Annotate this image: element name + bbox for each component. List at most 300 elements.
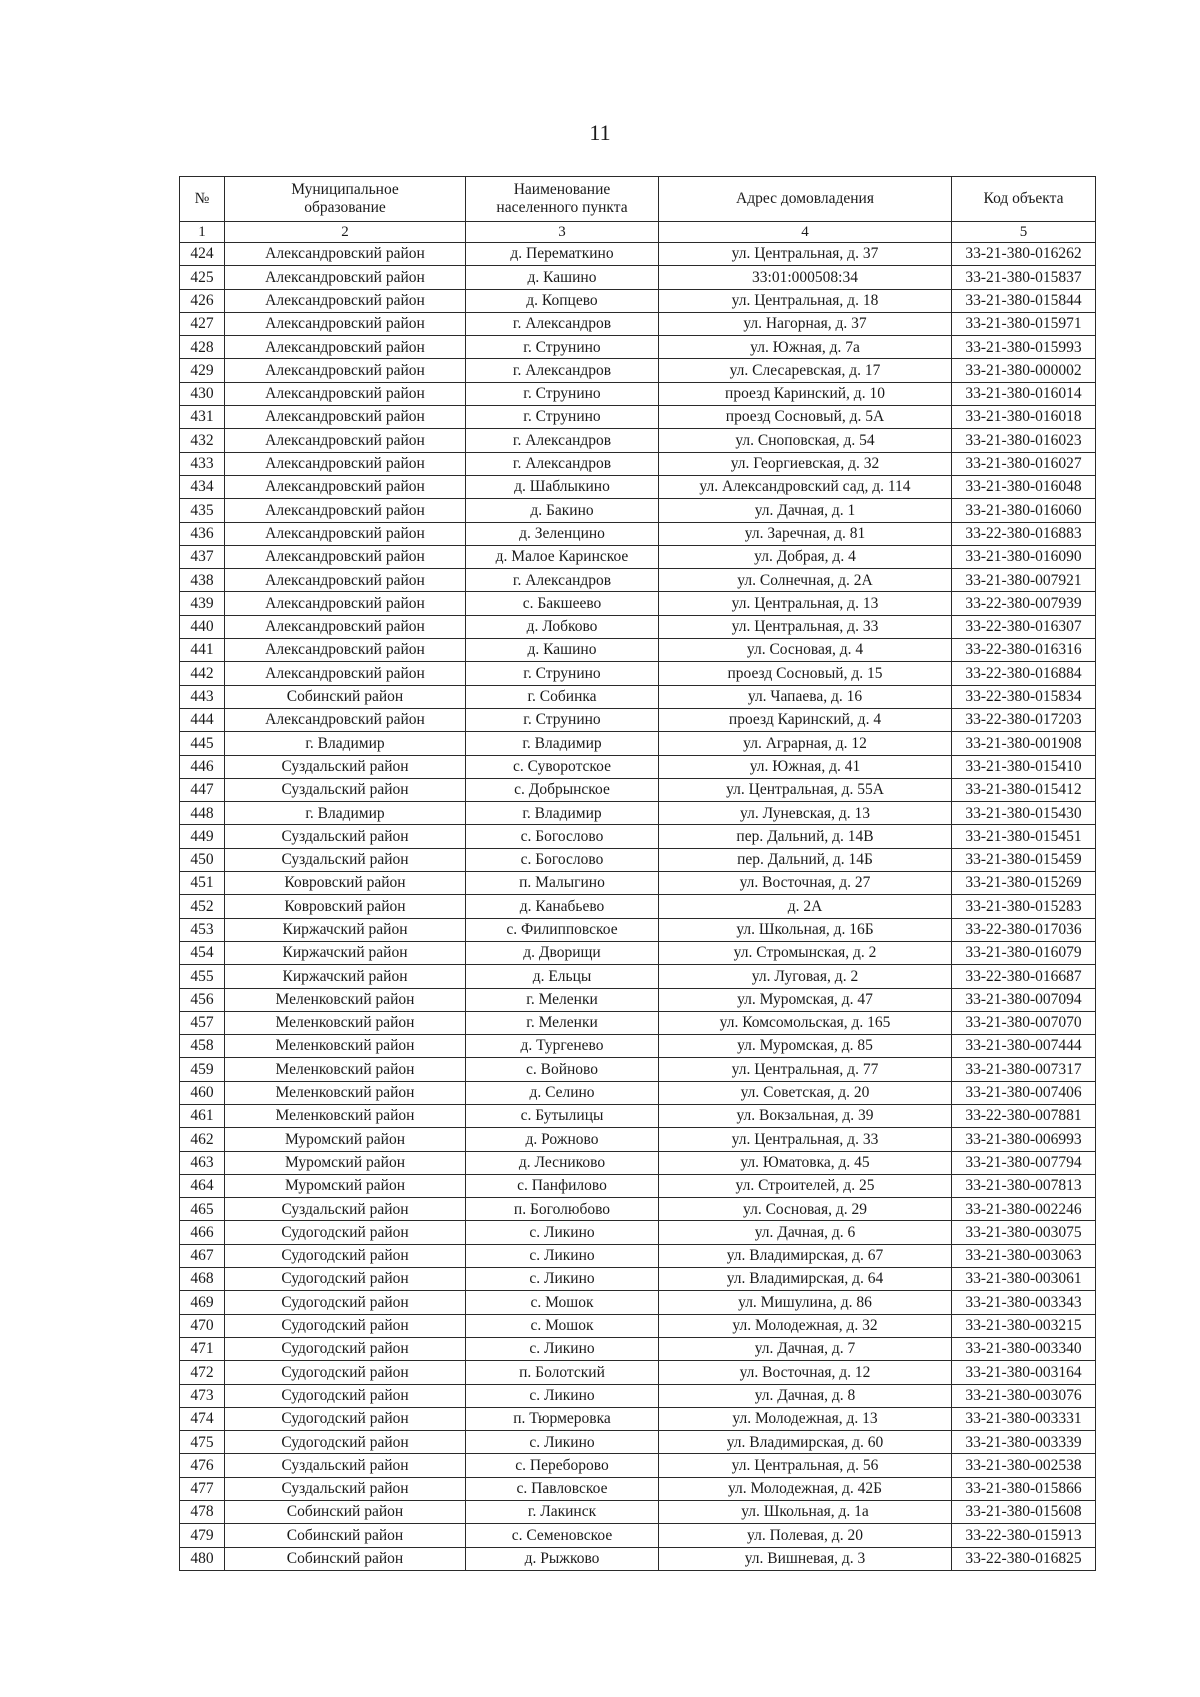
table-row — [180, 1244, 1096, 1267]
object-code-cell: 33-21-380-003331 — [952, 1407, 1096, 1430]
municipality-cell: г. Владимир — [225, 802, 466, 825]
column-number-3: 3 — [466, 222, 659, 243]
row-number: 429 — [180, 359, 225, 382]
address-cell: ул. Юматовка, д. 45 — [659, 1151, 952, 1174]
municipality-cell: Судогодский район — [225, 1291, 466, 1314]
address-cell: проезд Каринский, д. 4 — [659, 708, 952, 731]
settlement-cell: д. Шаблыкино — [466, 475, 659, 498]
address-cell: ул. Дачная, д. 1 — [659, 499, 952, 522]
object-code-cell: 33-21-380-015410 — [952, 755, 1096, 778]
table-row — [180, 965, 1096, 988]
table-row — [180, 429, 1096, 452]
municipality-cell: Александровский район — [225, 406, 466, 429]
row-number: 425 — [180, 266, 225, 289]
object-code-cell: 33-21-380-003076 — [952, 1384, 1096, 1407]
table-row — [180, 755, 1096, 778]
object-code-cell: 33-21-380-016018 — [952, 406, 1096, 429]
municipality-cell: Ковровский район — [225, 872, 466, 895]
row-number: 424 — [180, 243, 225, 266]
table-row — [180, 802, 1096, 825]
municipality-cell: Александровский район — [225, 452, 466, 475]
address-cell: ул. Александровский сад, д. 114 — [659, 475, 952, 498]
settlement-cell: п. Боголюбово — [466, 1198, 659, 1221]
settlement-cell: д. Тургенево — [466, 1035, 659, 1058]
municipality-cell: Суздальский район — [225, 778, 466, 801]
municipality-cell: Александровский район — [225, 522, 466, 545]
address-cell: ул. Вокзальная, д. 39 — [659, 1104, 952, 1127]
address-cell: ул. Дачная, д. 8 — [659, 1384, 952, 1407]
municipality-cell: Александровский район — [225, 382, 466, 405]
table-row — [180, 312, 1096, 335]
object-code-cell: 33-21-380-007317 — [952, 1058, 1096, 1081]
table-row — [180, 662, 1096, 685]
municipality-cell: Собинский район — [225, 685, 466, 708]
row-number: 434 — [180, 475, 225, 498]
table-row — [180, 592, 1096, 615]
address-cell: ул. Дачная, д. 7 — [659, 1337, 952, 1360]
settlement-cell: с. Филипповское — [466, 918, 659, 941]
row-number: 442 — [180, 662, 225, 685]
object-code-cell: 33-21-380-015451 — [952, 825, 1096, 848]
address-cell: ул. Строителей, д. 25 — [659, 1174, 952, 1197]
row-number: 458 — [180, 1035, 225, 1058]
row-number: 446 — [180, 755, 225, 778]
row-number: 444 — [180, 708, 225, 731]
settlement-cell: с. Переборово — [466, 1454, 659, 1477]
settlement-cell: д. Перематкино — [466, 243, 659, 266]
settlement-cell: д. Лесниково — [466, 1151, 659, 1174]
settlement-cell: п. Тюрмеровка — [466, 1407, 659, 1430]
municipality-cell: Александровский район — [225, 545, 466, 568]
table-row — [180, 1058, 1096, 1081]
settlement-cell: д. Лобково — [466, 615, 659, 638]
table-row — [180, 1524, 1096, 1547]
column-number-5: 5 — [952, 222, 1096, 243]
settlement-cell: г. Александров — [466, 452, 659, 475]
municipality-cell: Судогодский район — [225, 1407, 466, 1430]
row-number: 477 — [180, 1477, 225, 1500]
settlement-cell: д. Ельцы — [466, 965, 659, 988]
municipality-cell: Меленковский район — [225, 1081, 466, 1104]
row-number: 479 — [180, 1524, 225, 1547]
address-cell: ул. Центральная, д. 56 — [659, 1454, 952, 1477]
object-code-cell: 33-22-380-016687 — [952, 965, 1096, 988]
row-number: 461 — [180, 1104, 225, 1127]
settlement-cell: с. Суворотское — [466, 755, 659, 778]
object-code-cell: 33-21-380-003063 — [952, 1244, 1096, 1267]
address-cell: ул. Центральная, д. 33 — [659, 615, 952, 638]
address-cell: ул. Сноповская, д. 54 — [659, 429, 952, 452]
object-code-cell: 33-21-380-015283 — [952, 895, 1096, 918]
municipality-cell: Александровский район — [225, 639, 466, 662]
settlement-cell: с. Ликино — [466, 1337, 659, 1360]
object-code-cell: 33-21-380-015608 — [952, 1501, 1096, 1524]
table-row — [180, 522, 1096, 545]
object-code-cell: 33-22-380-017203 — [952, 708, 1096, 731]
municipality-cell: Суздальский район — [225, 848, 466, 871]
settlement-cell: с. Ликино — [466, 1431, 659, 1454]
object-code-cell: 33-21-380-016014 — [952, 382, 1096, 405]
object-code-cell: 33-21-380-015412 — [952, 778, 1096, 801]
object-code-cell: 33-21-380-003343 — [952, 1291, 1096, 1314]
table-row — [180, 639, 1096, 662]
object-code-cell: 33-22-380-007881 — [952, 1104, 1096, 1127]
address-cell: ул. Центральная, д. 55А — [659, 778, 952, 801]
address-cell: д. 2А — [659, 895, 952, 918]
municipality-cell: Александровский район — [225, 429, 466, 452]
row-number: 437 — [180, 545, 225, 568]
address-cell: ул. Сосновая, д. 4 — [659, 639, 952, 662]
settlement-cell: г. Меленки — [466, 1011, 659, 1034]
address-cell: ул. Нагорная, д. 37 — [659, 312, 952, 335]
table-row — [180, 1128, 1096, 1151]
settlement-cell: д. Бакино — [466, 499, 659, 522]
row-number: 469 — [180, 1291, 225, 1314]
table-row — [180, 988, 1096, 1011]
municipality-cell: Суздальский район — [225, 1477, 466, 1500]
table-row — [180, 1454, 1096, 1477]
object-code-cell: 33-21-380-007094 — [952, 988, 1096, 1011]
object-code-cell: 33-21-380-002246 — [952, 1198, 1096, 1221]
municipality-cell: Судогодский район — [225, 1361, 466, 1384]
settlement-cell: д. Кашино — [466, 639, 659, 662]
table-row — [180, 708, 1096, 731]
municipality-cell: Меленковский район — [225, 1011, 466, 1034]
row-number: 463 — [180, 1151, 225, 1174]
object-code-cell: 33-22-380-017036 — [952, 918, 1096, 941]
settlement-cell: с. Ликино — [466, 1268, 659, 1291]
municipality-cell: Меленковский район — [225, 988, 466, 1011]
page-number: 11 — [589, 120, 611, 145]
municipality-cell: Александровский район — [225, 662, 466, 685]
row-number: 436 — [180, 522, 225, 545]
row-number: 471 — [180, 1337, 225, 1360]
settlement-cell: с. Богослово — [466, 848, 659, 871]
table-row — [180, 1384, 1096, 1407]
header-address: Адрес домовладения — [659, 177, 952, 222]
table-row — [180, 336, 1096, 359]
object-code-cell: 33-21-380-001908 — [952, 732, 1096, 755]
row-number: 432 — [180, 429, 225, 452]
row-number: 474 — [180, 1407, 225, 1430]
object-code-cell: 33-21-380-015971 — [952, 312, 1096, 335]
settlement-cell: д. Рыжково — [466, 1547, 659, 1570]
object-code-cell: 33-21-380-003215 — [952, 1314, 1096, 1337]
settlement-cell: с. Павловское — [466, 1477, 659, 1500]
object-code-cell: 33-22-380-015834 — [952, 685, 1096, 708]
row-number: 433 — [180, 452, 225, 475]
table-row — [180, 685, 1096, 708]
row-number: 435 — [180, 499, 225, 522]
object-code-cell: 33-21-380-016090 — [952, 545, 1096, 568]
table-row — [180, 1407, 1096, 1430]
settlement-cell: с. Бутылицы — [466, 1104, 659, 1127]
address-cell: ул. Молодежная, д. 42Б — [659, 1477, 952, 1500]
settlement-cell: д. Канабьево — [466, 895, 659, 918]
row-number: 476 — [180, 1454, 225, 1477]
address-cell: ул. Дачная, д. 6 — [659, 1221, 952, 1244]
row-number: 430 — [180, 382, 225, 405]
address-cell: 33:01:000508:34 — [659, 266, 952, 289]
municipality-cell: Александровский район — [225, 266, 466, 289]
address-cell: ул. Заречная, д. 81 — [659, 522, 952, 545]
address-cell: ул. Молодежная, д. 32 — [659, 1314, 952, 1337]
object-code-cell: 33-21-380-007794 — [952, 1151, 1096, 1174]
municipality-cell: Ковровский район — [225, 895, 466, 918]
row-number: 439 — [180, 592, 225, 615]
table-row — [180, 1547, 1096, 1570]
municipality-cell: Александровский район — [225, 312, 466, 335]
address-cell: ул. Слесаревская, д. 17 — [659, 359, 952, 382]
row-number: 453 — [180, 918, 225, 941]
row-number: 445 — [180, 732, 225, 755]
municipality-cell: Киржачский район — [225, 965, 466, 988]
municipality-cell: Собинский район — [225, 1501, 466, 1524]
row-number: 478 — [180, 1501, 225, 1524]
municipality-cell: Александровский район — [225, 359, 466, 382]
table-row — [180, 1035, 1096, 1058]
row-number: 456 — [180, 988, 225, 1011]
settlement-cell: г. Александров — [466, 312, 659, 335]
settlement-cell: с. Ликино — [466, 1244, 659, 1267]
table-row — [180, 1151, 1096, 1174]
row-number: 427 — [180, 312, 225, 335]
settlement-cell: п. Болотский — [466, 1361, 659, 1384]
address-cell: проезд Каринский, д. 10 — [659, 382, 952, 405]
column-number-4: 4 — [659, 222, 952, 243]
address-cell: ул. Муромская, д. 85 — [659, 1035, 952, 1058]
table-row — [180, 895, 1096, 918]
address-cell: ул. Восточная, д. 27 — [659, 872, 952, 895]
row-number: 459 — [180, 1058, 225, 1081]
settlement-cell: с. Бакшеево — [466, 592, 659, 615]
table-row — [180, 382, 1096, 405]
address-cell: ул. Луневская, д. 13 — [659, 802, 952, 825]
row-number: 440 — [180, 615, 225, 638]
municipality-cell: Александровский район — [225, 708, 466, 731]
municipality-cell: Меленковский район — [225, 1058, 466, 1081]
row-number: 441 — [180, 639, 225, 662]
address-cell: ул. Молодежная, д. 13 — [659, 1407, 952, 1430]
address-cell: ул. Георгиевская, д. 32 — [659, 452, 952, 475]
settlement-cell: г. Струнино — [466, 662, 659, 685]
table-row — [180, 1104, 1096, 1127]
municipality-cell: Судогодский район — [225, 1314, 466, 1337]
table-row — [180, 1314, 1096, 1337]
address-cell: ул. Чапаева, д. 16 — [659, 685, 952, 708]
object-code-cell: 33-21-380-016079 — [952, 941, 1096, 964]
address-cell: ул. Центральная, д. 18 — [659, 289, 952, 312]
settlement-cell: г. Александров — [466, 359, 659, 382]
settlement-cell: д. Селино — [466, 1081, 659, 1104]
table-row — [180, 475, 1096, 498]
municipality-cell: Судогодский район — [225, 1337, 466, 1360]
settlement-cell: д. Малое Каринское — [466, 545, 659, 568]
object-code-cell: 33-21-380-015269 — [952, 872, 1096, 895]
settlement-cell: г. Струнино — [466, 406, 659, 429]
row-number: 455 — [180, 965, 225, 988]
object-code-cell: 33-21-380-006993 — [952, 1128, 1096, 1151]
row-number: 431 — [180, 406, 225, 429]
row-number: 475 — [180, 1431, 225, 1454]
municipality-cell: Александровский район — [225, 615, 466, 638]
object-code-cell: 33-21-380-003339 — [952, 1431, 1096, 1454]
table-row — [180, 1268, 1096, 1291]
object-code-cell: 33-22-380-016316 — [952, 639, 1096, 662]
header-settlement: Наименование населенного пункта — [466, 177, 659, 222]
municipality-cell: Муромский район — [225, 1128, 466, 1151]
municipality-cell: Судогодский район — [225, 1384, 466, 1407]
object-code-cell: 33-21-380-003075 — [952, 1221, 1096, 1244]
object-code-cell: 33-21-380-007813 — [952, 1174, 1096, 1197]
table-row — [180, 1011, 1096, 1034]
object-code-cell: 33-21-380-015459 — [952, 848, 1096, 871]
row-number: 447 — [180, 778, 225, 801]
header-code: Код объекта — [952, 177, 1096, 222]
table-row — [180, 872, 1096, 895]
object-code-cell: 33-21-380-015844 — [952, 289, 1096, 312]
municipality-cell: Александровский район — [225, 499, 466, 522]
settlement-cell: г. Струнино — [466, 708, 659, 731]
header-number: № — [180, 177, 225, 222]
table-row — [180, 266, 1096, 289]
address-cell: ул. Стромынская, д. 2 — [659, 941, 952, 964]
row-number: 470 — [180, 1314, 225, 1337]
address-cell: ул. Школьная, д. 1а — [659, 1501, 952, 1524]
address-cell: ул. Южная, д. 7а — [659, 336, 952, 359]
municipality-cell: Судогодский район — [225, 1431, 466, 1454]
settlement-cell: п. Малыгино — [466, 872, 659, 895]
address-cell: ул. Владимирская, д. 60 — [659, 1431, 952, 1454]
object-code-cell: 33-21-380-003061 — [952, 1268, 1096, 1291]
municipality-cell: Меленковский район — [225, 1104, 466, 1127]
municipality-cell: г. Владимир — [225, 732, 466, 755]
object-code-cell: 33-21-380-002538 — [952, 1454, 1096, 1477]
object-code-cell: 33-22-380-015913 — [952, 1524, 1096, 1547]
municipality-cell: Судогодский район — [225, 1268, 466, 1291]
address-cell: ул. Советская, д. 20 — [659, 1081, 952, 1104]
table-row — [180, 1081, 1096, 1104]
object-code-cell: 33-22-380-016307 — [952, 615, 1096, 638]
settlement-cell: г. Владимир — [466, 732, 659, 755]
object-code-cell: 33-22-380-016884 — [952, 662, 1096, 685]
municipality-cell: Муромский район — [225, 1151, 466, 1174]
table-header — [180, 177, 1096, 243]
settlement-cell: г. Владимир — [466, 802, 659, 825]
row-number: 451 — [180, 872, 225, 895]
object-code-cell: 33-21-380-007070 — [952, 1011, 1096, 1034]
table-row — [180, 1361, 1096, 1384]
row-number: 464 — [180, 1174, 225, 1197]
municipality-cell: Суздальский район — [225, 755, 466, 778]
address-cell: ул. Солнечная, д. 2А — [659, 569, 952, 592]
column-number-2: 2 — [225, 222, 466, 243]
row-number: 467 — [180, 1244, 225, 1267]
address-cell: ул. Центральная, д. 13 — [659, 592, 952, 615]
address-cell: ул. Центральная, д. 37 — [659, 243, 952, 266]
settlement-cell: д. Рожново — [466, 1128, 659, 1151]
row-number: 454 — [180, 941, 225, 964]
row-number: 480 — [180, 1547, 225, 1570]
row-number: 466 — [180, 1221, 225, 1244]
table-row — [180, 778, 1096, 801]
object-code-cell: 33-21-380-015866 — [952, 1477, 1096, 1500]
row-number: 457 — [180, 1011, 225, 1034]
row-number: 438 — [180, 569, 225, 592]
address-cell: ул. Муромская, д. 47 — [659, 988, 952, 1011]
settlement-cell: г. Александров — [466, 569, 659, 592]
object-code-cell: 33-22-380-016883 — [952, 522, 1096, 545]
table-row — [180, 289, 1096, 312]
table-row — [180, 452, 1096, 475]
household-registry-table — [179, 176, 1096, 1571]
address-cell: ул. Восточная, д. 12 — [659, 1361, 952, 1384]
settlement-cell: г. Лакинск — [466, 1501, 659, 1524]
municipality-cell: Судогодский район — [225, 1244, 466, 1267]
row-number: 449 — [180, 825, 225, 848]
table-row — [180, 1477, 1096, 1500]
settlement-cell: г. Струнино — [466, 382, 659, 405]
address-cell: ул. Школьная, д. 16Б — [659, 918, 952, 941]
municipality-cell: Муромский район — [225, 1174, 466, 1197]
address-cell: ул. Сосновая, д. 29 — [659, 1198, 952, 1221]
table-row — [180, 1337, 1096, 1360]
settlement-cell: г. Струнино — [466, 336, 659, 359]
table-row — [180, 1221, 1096, 1244]
row-number: 460 — [180, 1081, 225, 1104]
address-cell: ул. Центральная, д. 77 — [659, 1058, 952, 1081]
settlement-cell: д. Зеленцино — [466, 522, 659, 545]
object-code-cell: 33-21-380-016262 — [952, 243, 1096, 266]
settlement-cell: с. Ликино — [466, 1221, 659, 1244]
municipality-cell: Киржачский район — [225, 941, 466, 964]
row-number: 465 — [180, 1198, 225, 1221]
settlement-cell: г. Собинка — [466, 685, 659, 708]
row-number: 473 — [180, 1384, 225, 1407]
table-row — [180, 1291, 1096, 1314]
settlement-cell: с. Мошок — [466, 1291, 659, 1314]
address-cell: ул. Полевая, д. 20 — [659, 1524, 952, 1547]
address-cell: ул. Луговая, д. 2 — [659, 965, 952, 988]
municipality-cell: Суздальский район — [225, 1454, 466, 1477]
municipality-cell: Александровский район — [225, 336, 466, 359]
table-row — [180, 1431, 1096, 1454]
object-code-cell: 33-21-380-015837 — [952, 266, 1096, 289]
address-cell: ул. Добрая, д. 4 — [659, 545, 952, 568]
settlement-cell: д. Дворищи — [466, 941, 659, 964]
table-row — [180, 545, 1096, 568]
object-code-cell: 33-22-380-007939 — [952, 592, 1096, 615]
address-cell: ул. Вишневая, д. 3 — [659, 1547, 952, 1570]
table-row — [180, 1198, 1096, 1221]
settlement-cell: с. Богослово — [466, 825, 659, 848]
address-cell: ул. Владимирская, д. 64 — [659, 1268, 952, 1291]
object-code-cell: 33-21-380-016023 — [952, 429, 1096, 452]
table-row — [180, 569, 1096, 592]
settlement-cell: д. Кашино — [466, 266, 659, 289]
municipality-cell: Меленковский район — [225, 1035, 466, 1058]
settlement-cell: д. Копцево — [466, 289, 659, 312]
settlement-cell: с. Ликино — [466, 1384, 659, 1407]
table-row — [180, 1174, 1096, 1197]
address-cell: ул. Центральная, д. 33 — [659, 1128, 952, 1151]
municipality-cell: Судогодский район — [225, 1221, 466, 1244]
row-number: 443 — [180, 685, 225, 708]
municipality-cell: Александровский район — [225, 569, 466, 592]
object-code-cell: 33-21-380-016048 — [952, 475, 1096, 498]
object-code-cell: 33-21-380-015993 — [952, 336, 1096, 359]
municipality-cell: Александровский район — [225, 243, 466, 266]
